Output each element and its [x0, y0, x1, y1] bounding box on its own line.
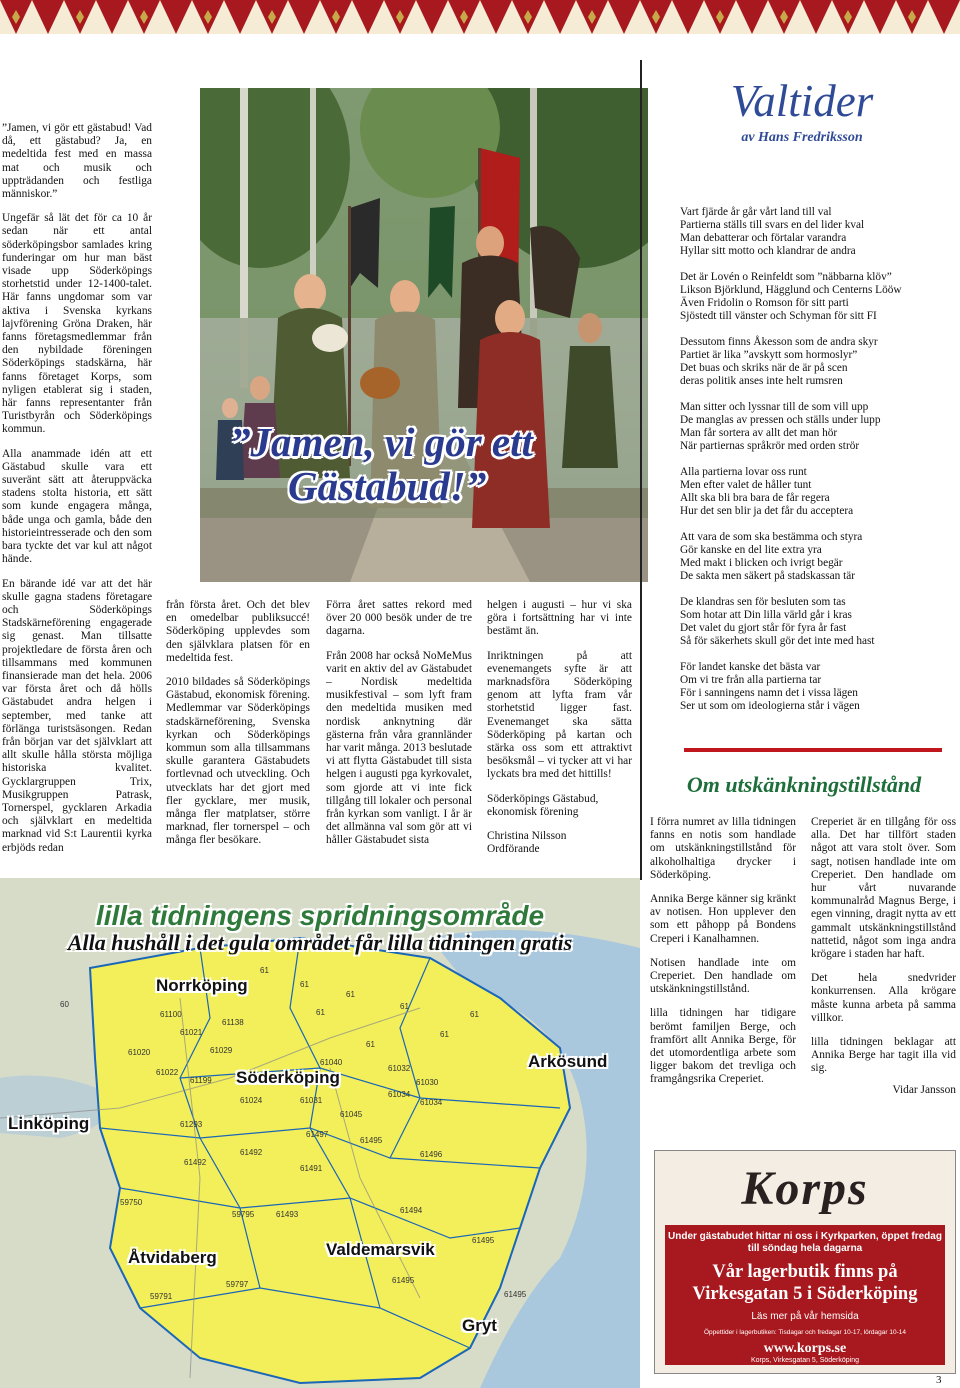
map-postcode: 61496: [420, 1150, 443, 1159]
gastabud-article-column-4: [487, 599, 632, 856]
map-postcode: 61495: [360, 1136, 383, 1145]
ad-headline: [665, 1261, 945, 1305]
map-postcode: 61492: [240, 1148, 263, 1157]
poem-stanza: [680, 466, 940, 518]
article-paragraph: från första året. Och det blev en omedelbar publiksuccé! Söderköping upplevdes som den självklara platsen för en medeltida fest.: [166, 599, 310, 664]
map-postcode: 61493: [276, 1210, 299, 1219]
gastabud-article-left-column: [2, 122, 152, 855]
gastabud-article-column-2: [166, 599, 310, 848]
poem-line: Hur det sen blir ja det får du acceptera: [680, 505, 854, 517]
article-paragraph: 2010 bildades så Söderköpings Gästabud, ekonomisk förening. Medlemmar var Söderköpings stadskärneförening, Svenska kyrkan och Söderköpings kommun som alla tillsammans skulle garantera Gästabudets fortlevnad och utveckling. Och utvecklats har det gjort med fler gycklare, mer musik, många fler matplatser, större marknad, fler tornerspel – och många fler besökare.: [166, 676, 310, 847]
map-postcode: 61495: [392, 1276, 415, 1285]
ad-opening-hours: Öppettider i lagerbutiken: Tisdagar och fredagar 10-17, lördagar 10-14: [704, 1329, 906, 1336]
article-paragraph: Förra året sattes rekord med över 20 000 besök under de tre dagarna.: [326, 599, 472, 638]
poem-line: Man sitter och lyssnar till de som vill upp: [680, 401, 869, 413]
map-postcode: 61040: [320, 1058, 343, 1067]
article-paragraph: Alla anammade idén att ett Gästabud skulle vara ett suveränt sätt att återuppväcka stadens stolta historia, ett sätt som kunde engagera många, både unga och gamla, både den historieintresserade och den som bara tyckte det var kul att något hände.: [2, 447, 152, 566]
article-paragraph: Creperiet är en tillgång för oss alla. Det har tillfört staden något att vara stolt över. Som sagt, notisen handlade inte om Creperiet. Den handlade om hur vårt nuvarande kommunalråd Magnus Berge, i egen vinning, dragit nytta av ett gammalt utskänkningstillstånd nattetid, något som inga andra krögare i staden har haft.: [811, 816, 956, 961]
map-subtitle: Alla hushåll i det gula området får lilla tidningen gratis: [67, 930, 573, 955]
poem-author: av Hans Fredriksson: [741, 130, 863, 145]
map-postcode: 59791: [150, 1292, 173, 1301]
map-postcode: 61021: [180, 1028, 203, 1037]
poem-line: Allt ska bli bra bara de får regera: [680, 492, 830, 504]
poem-line: Som hotar att Din lilla värld går i kras: [680, 609, 852, 621]
article-paragraph: lilla tidningen beklagar att Annika Berge har tagit illa vid sig.: [811, 1036, 956, 1075]
poem-line: Med makt i blicken och ivrigt begär: [680, 557, 843, 569]
article-paragraph: Söderköpings Gästabud, ekonomisk förening: [487, 792, 599, 818]
poem-line: deras politik anses inte helt rumsren: [680, 375, 843, 387]
ad-info-line: Under gästabudet hittar ni oss i Kyrkparken, öppet fredag till söndag hela dagarna: [668, 1231, 942, 1254]
poem-line: Gör kanske en del lite extra yra: [680, 544, 822, 556]
map-postcode: 61029: [210, 1046, 233, 1055]
poem-line: Att vara de som ska bestämma och styra: [680, 531, 863, 543]
poem-line: Partierna ställs till svars en del lider kval: [680, 219, 865, 231]
poem-line: Sjöstedt till vänster och Schyman för sitt FI: [680, 310, 877, 322]
map-postcode: 61: [470, 1010, 479, 1019]
map-town-label: Gryt: [462, 1316, 497, 1335]
poem-line: Ser ut som om ideologierna står i vägen: [680, 700, 860, 712]
poem-line: Dessutom finns Åkesson som de andra skyr: [680, 336, 878, 348]
article-paragraph: Inriktningen på att evenemangets syfte är att marknadsföra Söderköping genom att lyfta fram vår storhetstid ligger fast. Evenemanget ska sätta Söderköping på kartan och stärka oss som ett attraktivt besöksmål – vi tycker att vi har lyckats bra med det hittills!: [487, 649, 632, 781]
poem-line: Partiet är lika ”avskytt som hormoslyr”: [680, 349, 858, 361]
alcohol-article-title: Om utskänkningstillstånd: [686, 772, 922, 797]
poem-line: För i sanningens namn det i vissa lägen: [680, 687, 858, 699]
map-postcode: 61030: [416, 1078, 439, 1087]
poem-line: Det buas och skriks när de är på scen: [680, 362, 848, 374]
map-postcode: 61495: [472, 1236, 495, 1245]
map-postcode: 61495: [504, 1290, 527, 1299]
article-paragraph: Ungefär så lät det för ca 10 år sedan när ett antal söderköpingsbor samlades kring funderingar om hur man bäst visade upp Söderköpings storhetstid under 12-1400-talet. Här fanns ungdomar som var aktiva i Svenska kyrkans lajvförening Gröna Draken, här fanns företagsmedlemmar från den nybildade föreningen Söderköpings stadskärna, här fanns företaget Korps, som nyligen etablerat sig i staden, här fanns representanter från Turistbyrån och Söderköpings kommun.: [2, 212, 152, 436]
poem-stanza: [680, 271, 940, 323]
map-postcode: 61024: [240, 1096, 263, 1105]
poem-line: De manglas av pressen och ställs under lupp: [680, 414, 881, 426]
poem-line: Men efter valet de håller tunt: [680, 479, 812, 491]
article-paragraph: I förra numret av lilla tidningen fanns en notis som handlade om utskänkningstillstånd för alkoholhaltiga drycker i Söderköping.: [650, 816, 796, 881]
photo-headline-line: ”Jamen, vi gör ett: [230, 419, 533, 465]
alcohol-article-column-1: [650, 816, 796, 1087]
korps-logo: Korps: [741, 1162, 869, 1215]
map-title: lilla tidningens spridningsområde: [95, 900, 545, 931]
poem-line: Om vi tre från alla partierna tar: [680, 674, 822, 686]
map-postcode: 61: [366, 1040, 375, 1049]
poem-line: Alla partierna lovar oss runt: [680, 466, 807, 478]
map-postcode: 61138: [222, 1018, 244, 1027]
map-postcode: 61: [346, 990, 355, 999]
article-paragraph: ”Jamen, vi gör ett gästabud! Vad då, ett gästabud? Ja, en medeltida fest med en massa mat och musik och uppträdanden och festliga människor.”: [2, 122, 152, 201]
article-paragraph: Notisen handlade inte om Creperiet. Den handlade om utskänkningstillstånd.: [650, 956, 796, 996]
poem-line: För landet kanske det bästa var: [680, 661, 821, 673]
poem-line: När partiernas språkrör med orden strör: [680, 440, 860, 452]
ad-address: Korps, Virkesgatan 5, Söderköping: [750, 1357, 860, 1364]
valtider-poem: [680, 206, 940, 726]
poem-line: Man får sortera av allt det man hör: [680, 427, 838, 439]
poem-stanza: [680, 206, 940, 258]
article-paragraph: Från 2008 har också NoMeMus varit en aktiv del av Gästabudet – Nordisk medeltida musikfestival – som lyft fram den medeltida musiken med nordisk anknytning där gästerna från våra grannländer har varit många. 2013 beslutade vi att flytta Gästabudet till sista helgen i augusti pga kyrkovalet, som gjorde att vi inte fick tillgång till lokaler och personal från kyrkan som vanligt. I år är det allmänna val som gör att vi håller Gästabudet sista: [326, 649, 472, 847]
map-town-label: Åtvidaberg: [128, 1248, 217, 1267]
photo-headline-line: Gästabud!”: [288, 463, 487, 509]
article-signature: Vidar Jansson: [892, 1083, 956, 1096]
article-paragraph: lilla tidningen har tidigare berömt familjen Berge, och framfört allt Annika Berge, för det utomordentliga arbete som ligger bakom det trevliga och framgångsrika Creperiet.: [650, 1007, 796, 1086]
map-postcode: 61: [316, 1008, 325, 1017]
map-postcode: 61031: [300, 1096, 323, 1105]
photo-headline: [230, 420, 650, 508]
article-paragraph: En bärande idé var att det här skulle gagna stadens företagare och Söderköpings Stadskärneförening engagerade sig genast. Man tillsatte projektledare de första åren och tillsammans med kommunen finansierade man det hela. 2006 var första året och då hölls Gästabudet andra helgen i september, med tanke att förlänga turistsäsongen. Redan från början var det självklart att allt skulle hålla största möjliga historiska kvalitet. Gycklargruppen Trix, Musikgruppen Patrask, Tornerspel, gycklaren Arkadia och självklart en medeltida marknad vid S:t Laurentii kyrka erbjöds redan: [2, 577, 152, 854]
map-postcode: 61497: [306, 1130, 329, 1139]
poem-line: Även Fridolin o Romson för sitt parti: [680, 297, 849, 309]
poem-line: Hyllar sitt motto och klandrar de andra: [680, 245, 856, 257]
map-postcode: 61199: [190, 1076, 212, 1085]
map-postcode: 61045: [340, 1110, 363, 1119]
article-paragraph: helgen i augusti – hur vi ska göra i fortsättning har vi inte bestämt än.: [487, 599, 632, 638]
map-town-label: Valdemarsvik: [326, 1240, 435, 1259]
gastabud-article-column-3: [326, 599, 472, 848]
poem-line: Det valet du gjort står för fyra år fast: [680, 622, 847, 634]
decorative-top-border: [0, 0, 960, 34]
map-postcode: 61020: [128, 1048, 151, 1057]
poem-line: Vart fjärde år går vårt land till val: [680, 206, 832, 218]
korps-advertisement[interactable]: [654, 1150, 956, 1374]
ad-headline-line: Vår lagerbutik finns på: [712, 1262, 898, 1282]
map-postcode: 61492: [184, 1158, 207, 1167]
poem-stanza: [680, 596, 940, 648]
map-postcode: 60: [60, 1000, 69, 1009]
poem-stanza: [680, 336, 940, 388]
map-postcode: 59797: [226, 1280, 249, 1289]
poem-stanza: [680, 531, 940, 583]
map-postcode: 61022: [156, 1068, 179, 1077]
article-signature: Christina Nilsson Ordförande: [487, 830, 567, 856]
map-postcode: 61494: [400, 1206, 423, 1215]
poem-stanza: [680, 401, 940, 453]
map-postcode: 61: [400, 1002, 409, 1011]
poem-line: Likson Björklund, Hägglund och Centerns Lööw: [680, 284, 902, 296]
article-paragraph: Annika Berge känner sig kränkt av notisen. Hon upplever den som ett påhopp på Bondens Creperi i Kanalhamnen.: [650, 893, 796, 945]
map-postcode: 61: [260, 966, 269, 975]
ad-website-link[interactable]: www.korps.se: [763, 1341, 847, 1356]
page-number: 3: [936, 1374, 942, 1386]
map-postcode: 61034: [388, 1090, 411, 1099]
article-paragraph: Det hela snedvrider konkurrensen. Alla krögare måste kunna arbeta på samma villkor.: [811, 972, 956, 1024]
map-postcode: 59795: [232, 1210, 255, 1219]
map-town-label: Norrköping: [156, 976, 248, 995]
poem-line: Det är Lovén o Reinfeldt som ”näbbarna klöv”: [680, 271, 892, 283]
poem-title: Valtider: [730, 76, 874, 126]
map-postcode: 61: [440, 1030, 449, 1039]
map-postcode: 61293: [180, 1120, 203, 1129]
poem-line: Så för säkerhets skull gör det inte med hast: [680, 635, 875, 647]
poem-line: De sakta men säkert på stadskassan tär: [680, 570, 856, 582]
ad-headline-line: Virkesgatan 5 i Söderköping: [692, 1284, 918, 1304]
map-town-label: Arkösund: [528, 1052, 608, 1071]
poem-line: Man debatterar och förtalar varandra: [680, 232, 847, 244]
alcohol-article-column-2: [811, 816, 956, 1097]
ad-read-more: Läs mer på vår hemsida: [751, 1311, 859, 1322]
poem-line: De klandras sen för besluten som tas: [680, 596, 846, 608]
map-town-label: Söderköping: [236, 1068, 340, 1087]
map-postcode: 59750: [120, 1198, 143, 1207]
poem-stanza: [680, 661, 940, 713]
map-town-label: Linköping: [8, 1114, 90, 1133]
map-postcode: 61: [300, 980, 309, 989]
map-postcode: 61034: [420, 1098, 443, 1107]
map-postcode: 61491: [300, 1164, 323, 1173]
map-postcode: 61100: [160, 1010, 182, 1019]
section-divider: [684, 748, 942, 752]
column-divider: [640, 60, 642, 880]
map-postcode: 61032: [388, 1064, 411, 1073]
